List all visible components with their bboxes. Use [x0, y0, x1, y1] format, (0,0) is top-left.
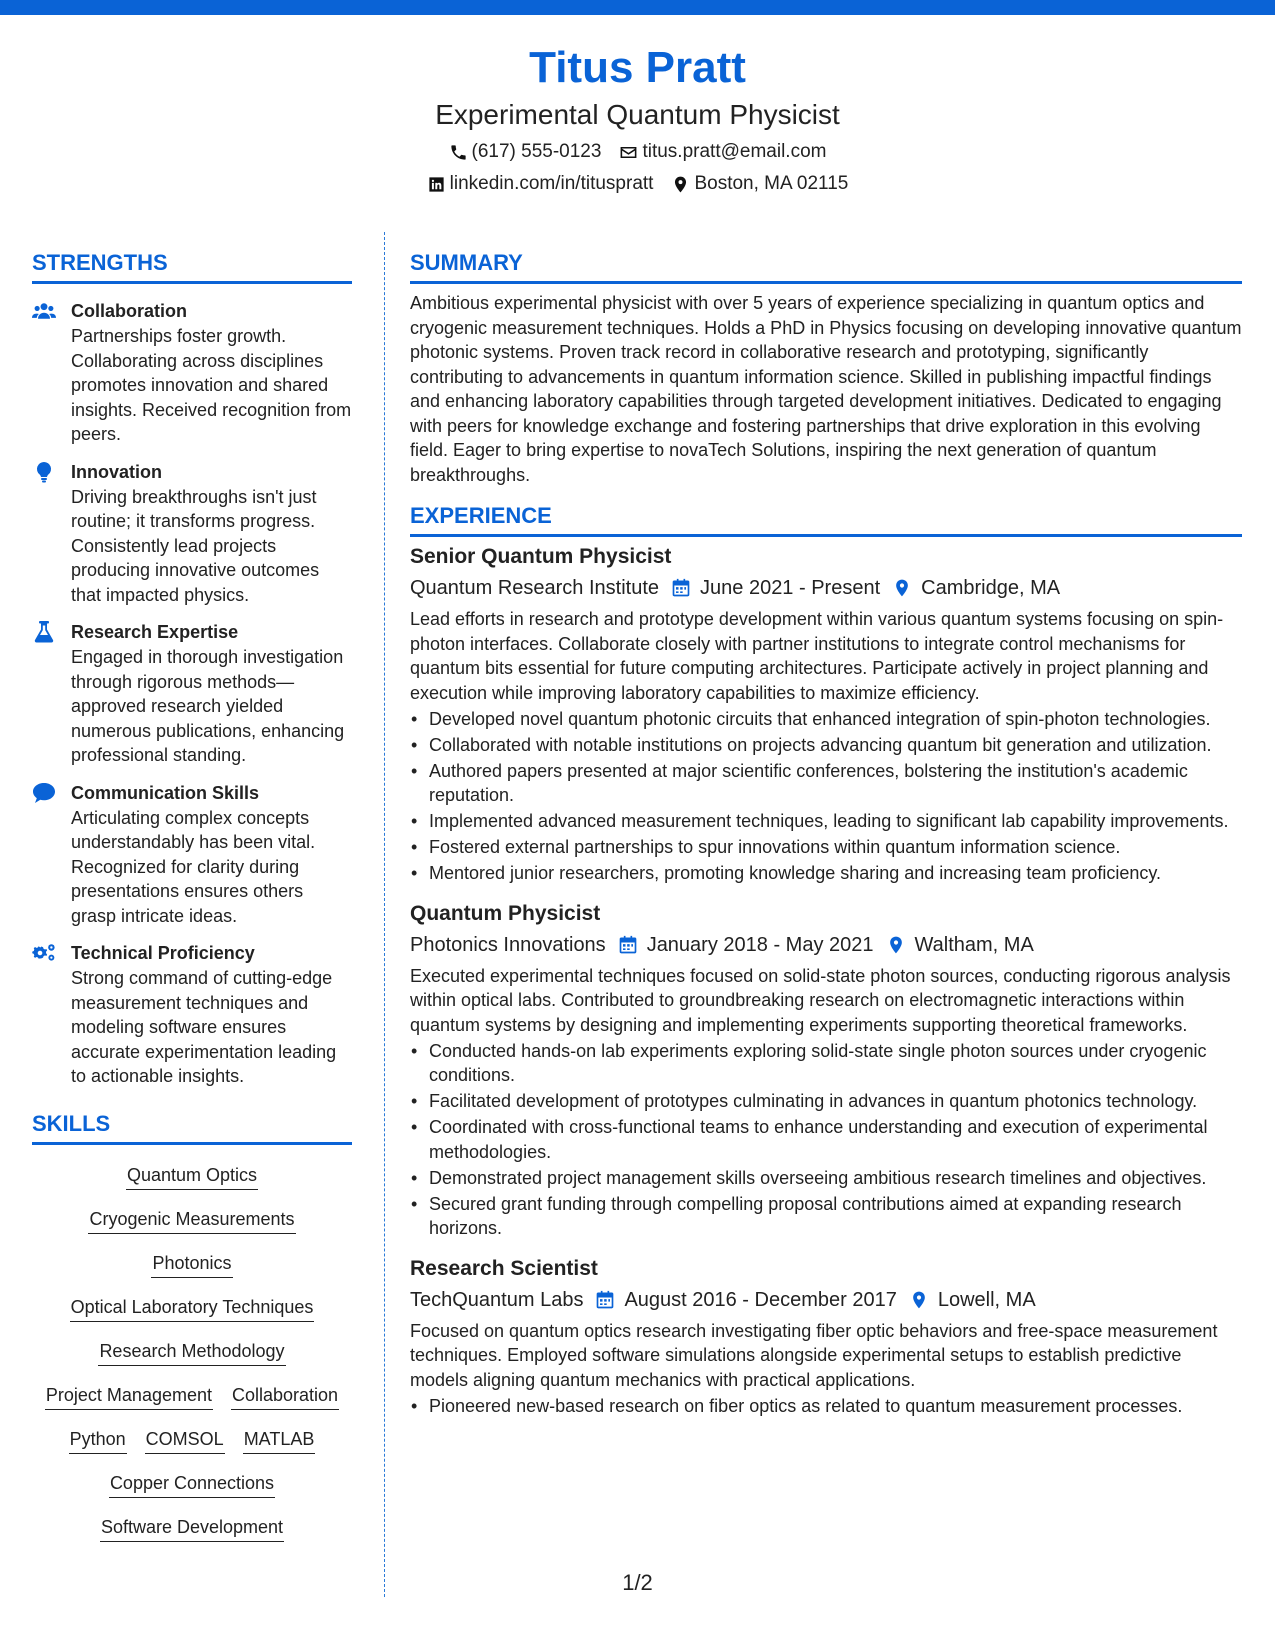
job-company: Photonics Innovations	[410, 933, 606, 956]
map-marker-icon	[886, 935, 906, 955]
job-bullet: • Coordinated with cross-functional teams to enhance understanding and execution of experimental methodologies.	[410, 1115, 1242, 1164]
gears-icon	[32, 942, 56, 964]
job-bullet: • Mentored junior researchers, promoting knowledge sharing and increasing team proficiency.	[410, 861, 1242, 886]
strength-desc: Strong command of cutting-edge measurement techniques and modeling software ensures accurate experimentation leading to actionable insights.	[71, 968, 337, 1086]
skill-tag: Research Methodology	[98, 1339, 285, 1366]
users-icon	[32, 300, 56, 322]
job-dates: January 2018 - May 2021	[646, 933, 874, 956]
skill-row	[32, 1251, 352, 1278]
skill-tag: Copper Connections	[109, 1471, 275, 1498]
strength-name: Technical Proficiency	[71, 943, 255, 963]
flask-icon	[32, 621, 56, 643]
linkedin-text: linkedin.com/in/tituspratt	[449, 173, 654, 194]
contact-row-1	[0, 138, 1275, 166]
job-title: Research Scientist	[410, 1256, 598, 1280]
resume-header	[0, 40, 1275, 198]
skill-tag: Optical Laboratory Techniques	[70, 1295, 315, 1322]
calendar-icon	[671, 578, 691, 598]
page-number: 1/2	[622, 1570, 653, 1595]
skills-heading: SKILLS	[32, 1111, 352, 1145]
job-bullet: • Conducted hands-on lab experiments exploring solid-state single photon sources under cryogenic conditions.	[410, 1039, 1242, 1088]
strength-item	[32, 298, 352, 447]
top-accent-bar	[0, 0, 1275, 15]
job-bullet: • Pioneered new-based research on fiber optics as related to quantum measurement processes.	[410, 1394, 1242, 1419]
skill-row	[32, 1427, 352, 1454]
skill-row	[32, 1207, 352, 1234]
job-company: Quantum Research Institute	[410, 577, 660, 599]
strengths-heading: STRENGTHS	[32, 250, 352, 284]
strength-name: Collaboration	[71, 301, 187, 321]
map-marker-icon	[671, 175, 690, 194]
strength-name: Research Expertise	[71, 622, 239, 642]
strength-item	[32, 780, 352, 929]
strength-desc: Partnerships foster growth. Collaborating across disciplines promotes innovation and shared insights. Received recognition from peers.	[71, 326, 352, 444]
skill-row	[32, 1383, 352, 1410]
job-bullet: • Facilitated development of prototypes culminating in advances in quantum photonics technology.	[410, 1089, 1242, 1114]
job-dates: June 2021 - Present	[700, 577, 881, 599]
skill-row	[32, 1339, 352, 1366]
strength-name: Innovation	[71, 461, 162, 482]
skill-row	[32, 1471, 352, 1498]
job-location: Waltham, MA	[914, 933, 1034, 956]
job-company: TechQuantum Labs	[410, 1288, 584, 1311]
envelope-icon	[619, 143, 638, 162]
right-column	[410, 250, 1242, 1418]
job-description: Focused on quantum optics research investigating fiber optic behaviors and free-space measurement techniques. Employed software simulations alongside experimental setups to establish predictive models aligning quantum mechanics with practical applications.	[410, 1320, 1218, 1390]
experience-heading: EXPERIENCE	[410, 503, 1242, 537]
skill-row	[32, 1163, 352, 1190]
job-dates: August 2016 - December 2017	[624, 1288, 897, 1311]
map-marker-icon	[892, 578, 912, 598]
calendar-icon	[595, 1290, 615, 1310]
job-bullet: • Secured grant funding through compelling proposal contributions aimed at expanding research horizons.	[410, 1192, 1242, 1241]
summary-heading: SUMMARY	[410, 250, 1242, 284]
strength-item	[32, 619, 352, 768]
job-title: Quantum Physicist	[410, 901, 601, 925]
candidate-name: Titus Pratt	[529, 43, 746, 92]
skill-tag: Collaboration	[231, 1383, 339, 1410]
job-entry	[410, 543, 1242, 886]
job-bullet: • Collaborated with notable institutions on projects advancing quantum bit generation and utilization.	[410, 733, 1242, 758]
strength-desc: Driving breakthroughs isn't just routine; it transforms progress. Consistently lead projects producing innovative outcomes that impacted physics.	[71, 486, 320, 605]
job-bullet: • Implemented advanced measurement techniques, leading to significant lab capability improvements.	[410, 809, 1242, 834]
job-entry	[410, 900, 1242, 1241]
strength-desc: Engaged in thorough investigation through rigorous methods—approved research yielded numerous publications, enhancing professional standing.	[71, 647, 345, 765]
linkedin-icon	[427, 175, 446, 194]
job-meta	[410, 574, 1242, 602]
column-divider	[384, 232, 385, 1597]
job-description: Executed experimental techniques focused on solid-state photon sources, conducting rigorous analysis within optical labs. Contributed to groundbreaking research on electromagnetic interactions within quantum systems by designing and implementing experiments supporting theoretical frameworks.	[410, 965, 1231, 1035]
linkedin-contact[interactable]	[427, 170, 654, 198]
phone-text: (617) 555-0123	[471, 141, 602, 162]
job-bullets	[410, 1394, 1242, 1419]
job-location: Cambridge, MA	[921, 577, 1061, 599]
strength-desc: Articulating complex concepts understandably has been vital. Recognized for clarity during presentations ensures others grasp intricate ideas.	[71, 807, 316, 926]
phone-contact[interactable]	[449, 138, 602, 166]
skill-tag: COMSOL	[145, 1427, 225, 1454]
location-contact	[671, 170, 848, 198]
skills-list	[32, 1163, 352, 1542]
job-bullet: • Authored papers presented at major scientific conferences, bolstering the institution's academic reputation.	[410, 759, 1242, 808]
candidate-title: Experimental Quantum Physicist	[435, 99, 840, 130]
skill-tag: Software Development	[100, 1515, 284, 1542]
skill-tag: Python	[69, 1427, 127, 1454]
strength-name: Communication Skills	[71, 782, 260, 803]
skill-tag: Quantum Optics	[126, 1163, 258, 1190]
lightbulb-icon	[32, 461, 56, 483]
strength-item	[32, 459, 352, 608]
job-description: Lead efforts in research and prototype development within various quantum systems focusing on spin-photon interfaces. Collaborate closely with partner institutions to integrate control mechanisms for quantum bits essential for future computing architectures. Participate actively in project planning and execution while improving laboratory capabilities to maximize efficiency.	[410, 609, 1224, 703]
left-column	[32, 250, 352, 1559]
calendar-icon	[618, 935, 638, 955]
job-bullet: • Fostered external partnerships to spur innovations within quantum information science.	[410, 835, 1242, 860]
skill-row	[32, 1515, 352, 1542]
comment-icon	[32, 782, 56, 804]
job-bullets	[410, 707, 1242, 886]
job-location: Lowell, MA	[937, 1288, 1036, 1311]
job-bullet: • Developed novel quantum photonic circuits that enhanced integration of spin-photon technologies.	[410, 707, 1242, 732]
email-contact[interactable]	[619, 138, 826, 166]
contact-row-2	[0, 170, 1275, 198]
skill-tag: Project Management	[45, 1383, 213, 1410]
skill-row	[32, 1295, 352, 1322]
summary-text: Ambitious experimental physicist with over 5 years of experience specializing in quantum optics and cryogenic measurement techniques. Holds a PhD in Physics focusing on developing innovative quantum photonic systems. Proven track record in collaborative research and prototyping, significantly contributing to advancements in quantum information science. Skilled in publishing impactful findings and enhancing laboratory capabilities through targeted development initiatives. Dedicated to engaging with peers for knowledge exchange and fostering partnerships that drive exploration in this evolving field. Eager to bring expertise to novaTech Solutions, inspiring the next generation of quantum breakthroughs.	[410, 293, 1242, 485]
skill-tag: Photonics	[151, 1251, 232, 1278]
job-meta	[410, 931, 1242, 959]
job-meta	[410, 1286, 1242, 1314]
job-entry	[410, 1255, 1242, 1419]
email-text: titus.pratt@email.com	[642, 141, 827, 162]
job-bullets	[410, 1039, 1242, 1241]
map-marker-icon	[909, 1290, 929, 1310]
job-title: Senior Quantum Physicist	[410, 545, 672, 568]
location-text: Boston, MA 02115	[694, 173, 849, 194]
job-bullet: • Demonstrated project management skills overseeing ambitious research timelines and objectives.	[410, 1166, 1242, 1191]
skill-tag: Cryogenic Measurements	[88, 1207, 295, 1234]
strength-item	[32, 940, 352, 1089]
skill-tag: MATLAB	[243, 1427, 316, 1454]
phone-icon	[449, 143, 468, 162]
